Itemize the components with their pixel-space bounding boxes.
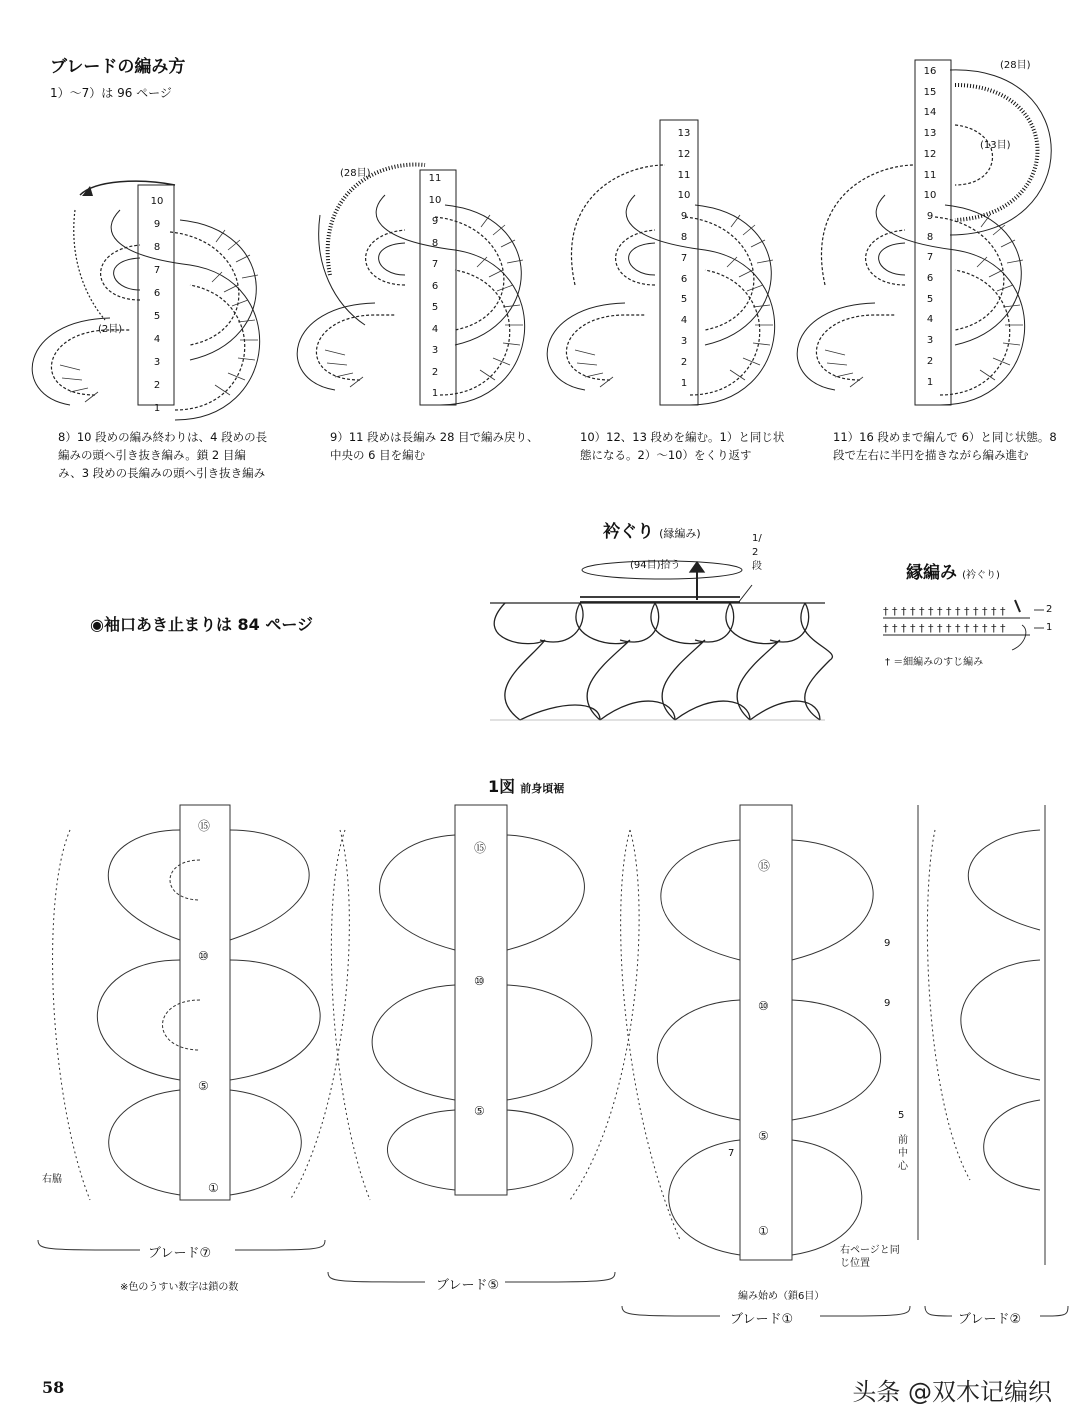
svg-text:⑮: ⑮ [198,819,211,833]
page-number: 58 [42,1378,65,1397]
step-8-note: 8）10 段めの編み終わりは、4 段めの長編みの頭へ引き抜き編み。鎖 2 目編み、3 段めの長編みの頭へ引き抜き編み [58,430,268,480]
svg-text:⑤: ⑤ [758,1129,769,1143]
row-mark-5: 5 [898,1110,905,1121]
step-11-mark2: (13目) [980,140,1011,151]
same-position-note: 右ページと同じ位置 [840,1245,900,1269]
step-10-rows: 13 12 11 10 9 8 7 6 5 4 3 2 1 [677,128,691,389]
svg-text:⑩: ⑩ [474,974,485,988]
svg-text:①: ① [758,1224,769,1238]
edging-row-1: 1 [1046,622,1053,633]
figure-subtitle: 前身頃裾 [520,782,565,795]
svg-text:⑤: ⑤ [474,1104,485,1118]
row-mark-9b: 9 [884,998,891,1009]
neckline-schematic [490,561,832,720]
edging-legend: † ＝細編みのすじ編み [885,657,984,668]
step-9-note: 9）11 段めは長編み 28 目で編み戻り、中央の 6 目を編む [330,430,539,462]
row-mark-7: 7 [728,1148,735,1159]
svg-text:①: ① [208,1181,219,1195]
svg-text:† † † † † † † † † † † † † †: † † † † † † † † † † † † † † [883,622,1006,635]
step-9-rows: 11 10 9 8 7 6 5 4 3 2 1 [428,173,442,399]
step-8-mark: (2目) [98,324,123,335]
svg-text:⑤: ⑤ [198,1079,209,1093]
page-subtitle: 1）～7）は 96 ページ [50,86,172,100]
braid-1-chart [621,805,881,1260]
braid-2-label: ブレード② [958,1312,1022,1327]
row-mark-9a: 9 [884,938,891,949]
step-8-diagram [32,181,259,420]
neckline-title-note: (縁編み) [659,527,701,540]
braid-1-label: ブレード① [730,1312,794,1327]
footnote: ※色のうすい数字は鎖の数 [120,1282,239,1293]
svg-text:⑩: ⑩ [198,949,209,963]
neckline-heading [603,517,701,542]
svg-text:⑩: ⑩ [758,999,769,1013]
step-11-rows: 16 15 14 13 12 11 10 9 8 7 6 5 4 3 2 1 [923,66,937,388]
edging-row-2: 2 [1046,604,1053,615]
step-11-note: 11）16 段めまで編んで 6）と同じ状態。8 段で左右に半円を描きながら編み進む [833,430,1057,462]
neckline-rows-note: 1/2段 [752,533,762,572]
front-hem-chart [38,805,1068,1316]
braid-5-chart [331,805,639,1200]
braid-5-label: ブレード⑤ [436,1278,500,1293]
svg-text:⑮: ⑮ [758,859,771,873]
single-crochet-back-loop-icon: † [885,657,890,668]
side-label: 右脇 [42,1174,62,1185]
step-11-mark: (28目) [1000,60,1031,71]
page-title: ブレードの編み方 [50,57,186,77]
start-note: 編み始め（鎖6目） [738,1291,825,1302]
step-10-diagram [547,120,774,405]
step-9-diagram [297,165,524,405]
svg-text:† † † † † † † † † † † † † †: † † † † † † † † † † † † † † [883,605,1006,618]
figure-heading [488,774,564,797]
svg-text:⑮: ⑮ [474,841,487,855]
edging-heading [906,558,1000,583]
watermark: 头条 @双木记编织 [852,1378,1052,1406]
figure-title: 1図 [488,777,516,796]
braid-7-label: ブレード⑦ [148,1246,212,1261]
edging-title-note: (衿ぐり) [962,570,1000,581]
neckline-pickup: (94目)拾う [630,560,681,571]
edging-chart [883,600,1044,650]
step-9-mark: (28目) [340,168,371,179]
braid-2-chart [927,805,1045,1265]
braid-7-chart [53,805,350,1200]
neckline-title: 衿ぐり [603,522,654,542]
cuff-note: ◉袖口あき止まりは 84 ページ [90,615,314,634]
step-8-rows: 10 9 8 7 6 5 4 3 2 1 [150,196,164,414]
edging-title: 縁編み [906,563,957,583]
center-label: 前中心 [898,1135,908,1172]
step-10-note: 10）12、13 段めを編む。1）と同じ状態になる。2）～10）をくり返す [580,430,785,462]
